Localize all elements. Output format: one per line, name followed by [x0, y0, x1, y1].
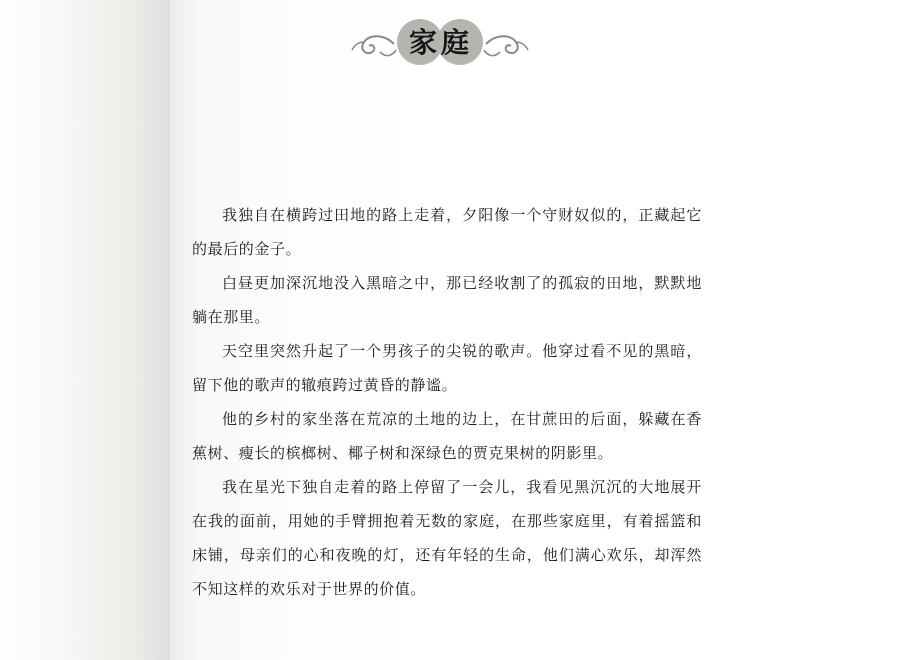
chapter-heading: [350, 12, 530, 72]
chapter-title: 家庭: [408, 26, 473, 59]
paragraph: 白昼更加深沉地没入黑暗之中，那已经收割了的孤寂的田地，默默地躺在那里。: [192, 274, 702, 326]
chapter-body: [192, 198, 702, 606]
paragraph: 我在星光下独自走着的路上停留了一会儿，我看见黑沉沉的大地展开在我的面前，用她的手臂拥抱着无数的家庭，在那些家庭里，有着摇篮和床铺，母亲们的心和夜晚的灯，还有年轻的生命，他们满心欢乐，却浑然不知这样的欢乐对于世界的价值。: [192, 478, 702, 598]
paragraph: 天空里突然升起了一个男孩子的尖锐的歌声。他穿过看不见的黑暗，留下他的歌声的辙痕跨过黄昏的静谧。: [192, 342, 702, 394]
paragraph: 他的乡村的家坐落在荒凉的土地的边上，在甘蔗田的后面，躲藏在香蕉树、瘦长的槟榔树、椰子树和深绿色的贾克果树的阴影里。: [192, 410, 702, 462]
paragraph: 我独自在横跨过田地的路上走着，夕阳像一个守财奴似的，正藏起它的最后的金子。: [192, 206, 702, 258]
page-gutter-shadow: [0, 0, 170, 660]
